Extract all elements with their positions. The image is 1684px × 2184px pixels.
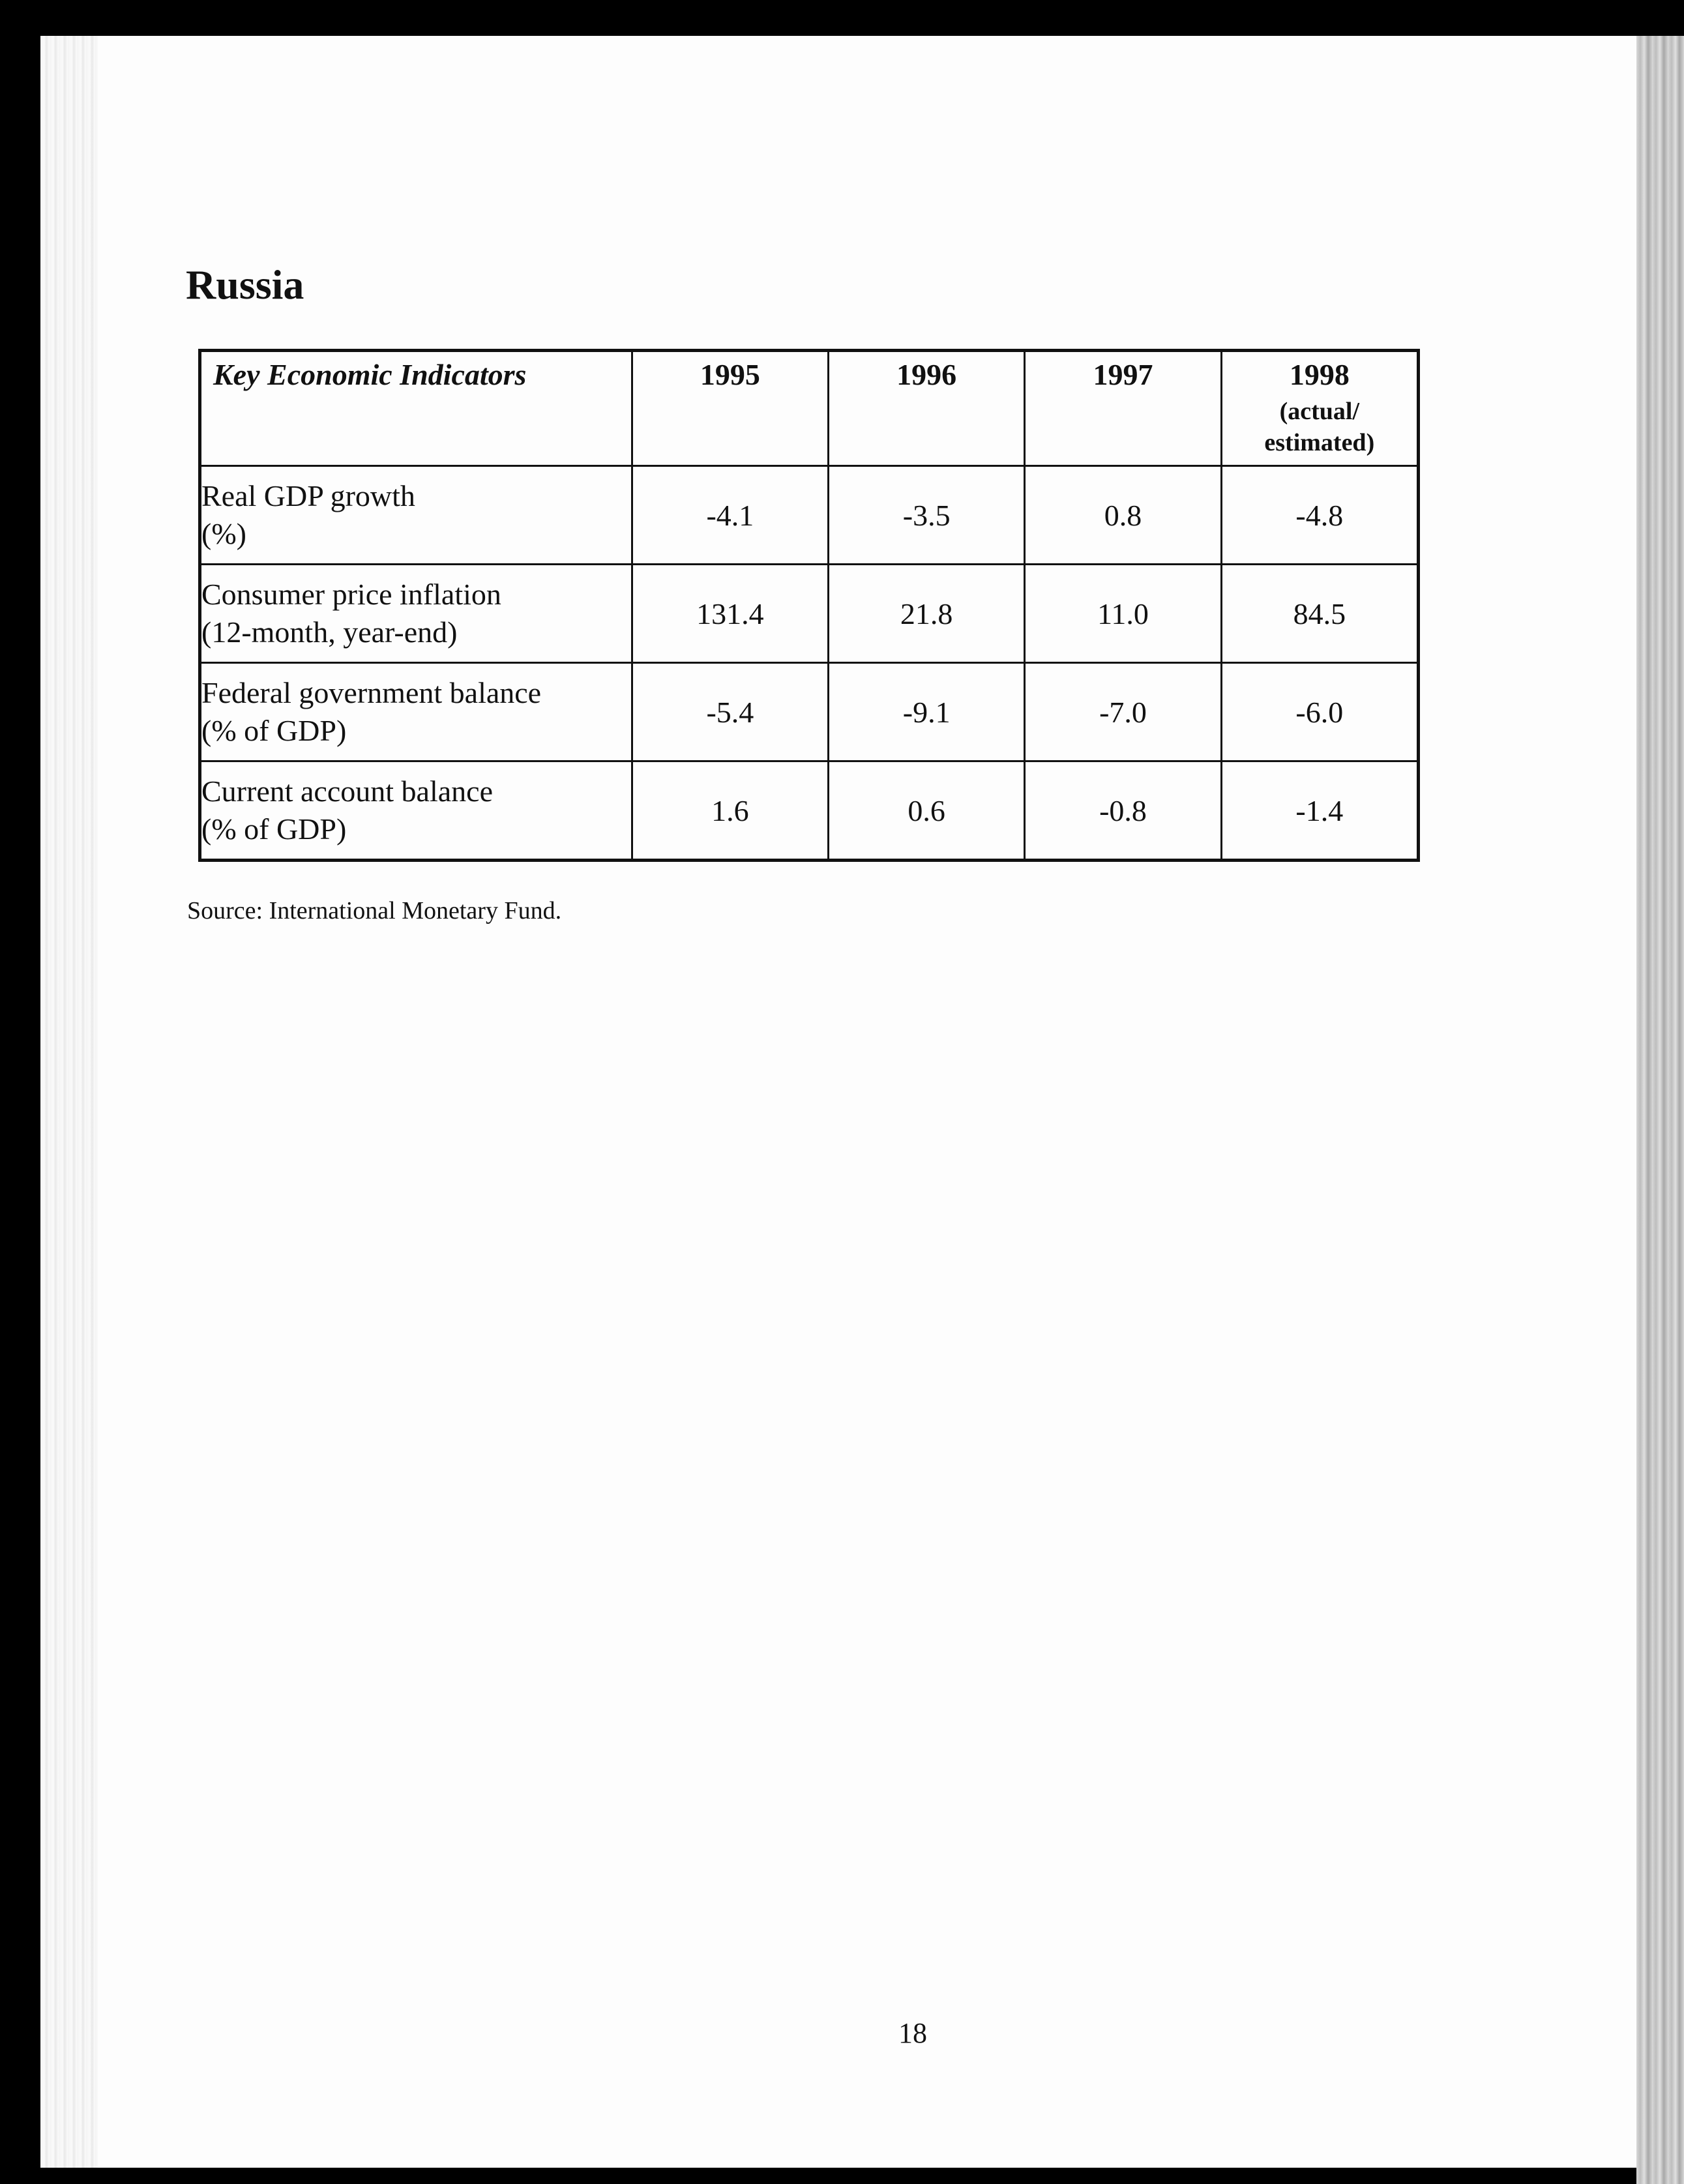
value-cell: -1.4 xyxy=(1221,761,1418,861)
value-cell: -5.4 xyxy=(632,663,828,761)
value-cell: 0.8 xyxy=(1025,466,1221,565)
scan-edge-left xyxy=(40,36,98,2168)
value-cell: -6.0 xyxy=(1221,663,1418,761)
row-label-line: (12-month, year-end) xyxy=(201,615,458,649)
table-row xyxy=(200,565,1419,663)
value-cell: -0.8 xyxy=(1025,761,1221,861)
row-label-line: (%) xyxy=(201,517,246,550)
row-label-line: Current account balance xyxy=(201,775,493,808)
value-cell: 1.6 xyxy=(632,761,828,861)
row-label-cell xyxy=(200,663,632,761)
header-year-cell xyxy=(1221,351,1418,466)
row-label-cell xyxy=(200,761,632,861)
source-note: Source: International Monetary Fund. xyxy=(187,897,562,924)
table-header-row xyxy=(200,351,1419,466)
header-label-cell: Key Economic Indicators xyxy=(200,351,632,466)
header-year: 1995 xyxy=(700,358,760,391)
header-year: 1998 xyxy=(1289,358,1350,391)
header-year-cell xyxy=(1025,351,1221,466)
value-cell: 0.6 xyxy=(829,761,1025,861)
header-year-cell xyxy=(632,351,828,466)
row-label-line: Consumer price inflation xyxy=(201,578,501,611)
row-label-line: (% of GDP) xyxy=(201,714,347,747)
value-cell: -4.8 xyxy=(1221,466,1418,565)
value-cell: 84.5 xyxy=(1221,565,1418,663)
table-row xyxy=(200,466,1419,565)
value-cell: -3.5 xyxy=(829,466,1025,565)
scan-edge-right xyxy=(1636,36,1684,2184)
header-year-cell xyxy=(829,351,1025,466)
header-year-note: (actual/ estimated) xyxy=(1264,398,1375,456)
value-cell: 11.0 xyxy=(1025,565,1221,663)
key-economic-indicators-table xyxy=(198,349,1420,862)
page-heading: Russia xyxy=(186,261,304,308)
page-number: 18 xyxy=(898,2017,927,2049)
table-row xyxy=(200,761,1419,861)
value-cell: 131.4 xyxy=(632,565,828,663)
row-label-line: Real GDP growth xyxy=(201,479,415,512)
header-year: 1997 xyxy=(1093,358,1153,391)
row-label-cell xyxy=(200,466,632,565)
row-label-line: Federal government balance xyxy=(201,676,542,709)
header-year: 1996 xyxy=(896,358,957,391)
value-cell: -7.0 xyxy=(1025,663,1221,761)
value-cell: -4.1 xyxy=(632,466,828,565)
row-label-line: (% of GDP) xyxy=(201,812,347,846)
value-cell: 21.8 xyxy=(829,565,1025,663)
table-row xyxy=(200,663,1419,761)
row-label-cell xyxy=(200,565,632,663)
value-cell: -9.1 xyxy=(829,663,1025,761)
